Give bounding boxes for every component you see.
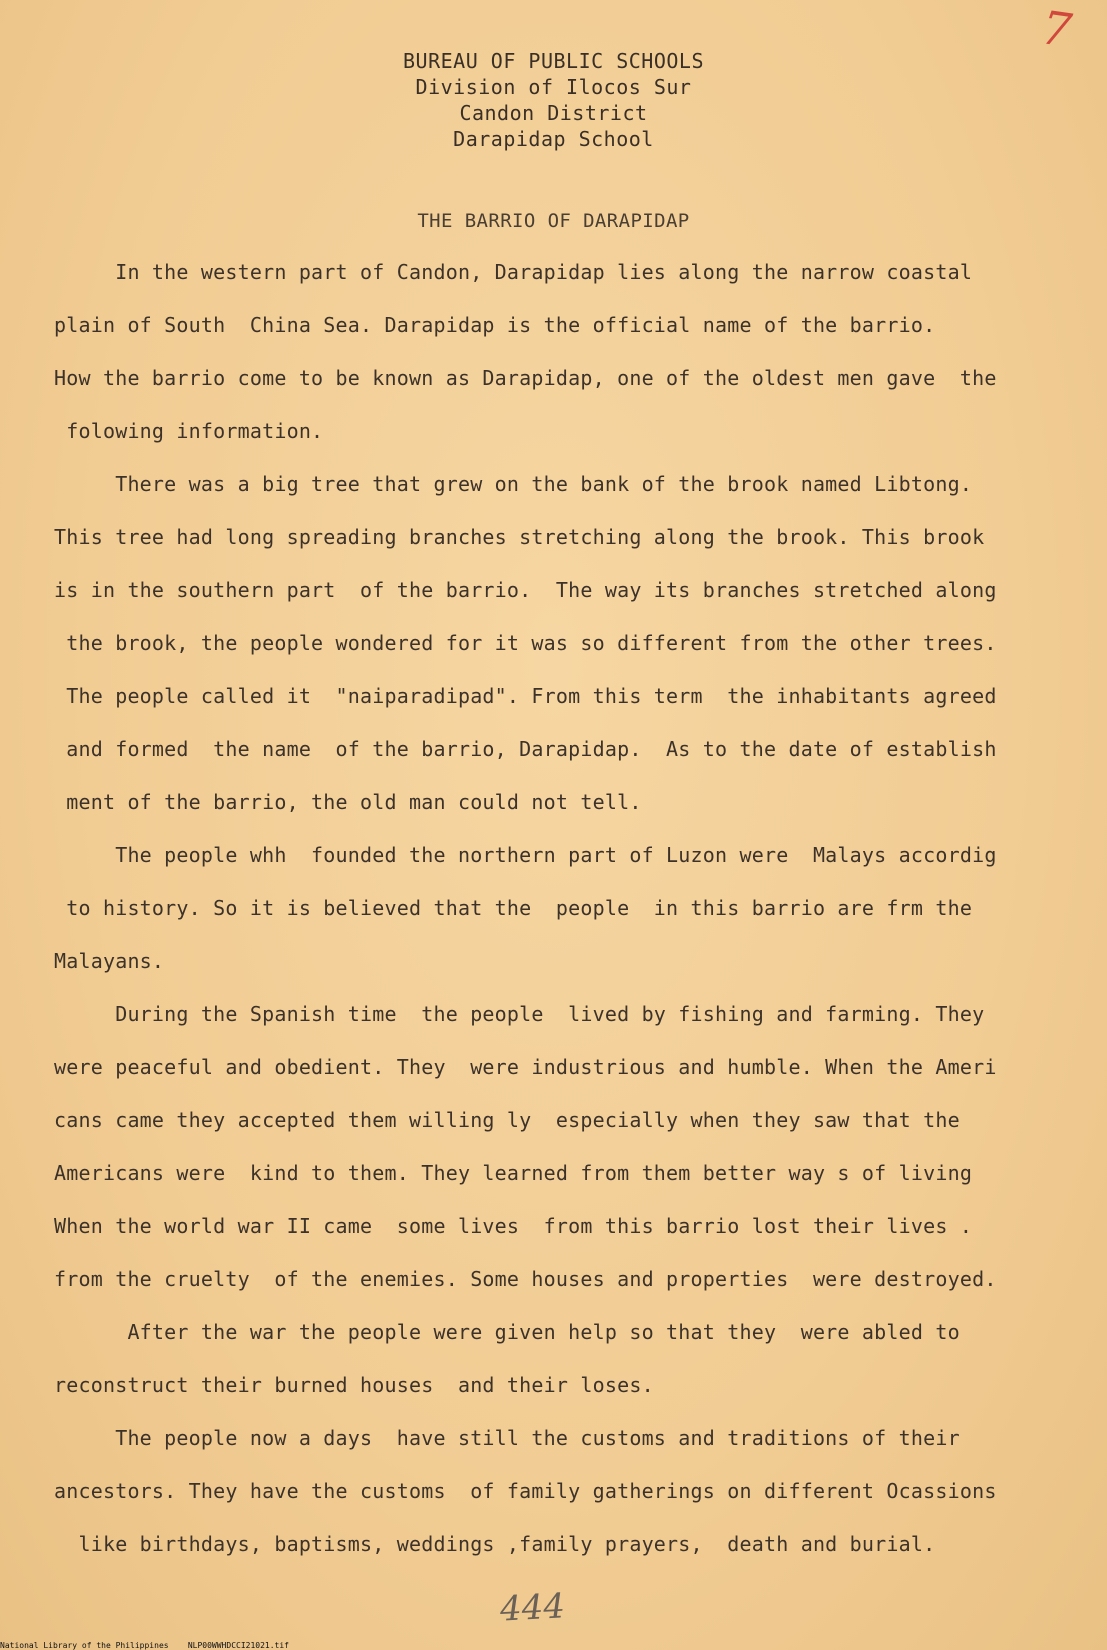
text-line: to history. So it is believed that the people in this barrio are frm the <box>54 896 973 920</box>
text-line: The people called it "naiparadipad". From this term the inhabitants agreed <box>54 684 997 708</box>
text-line: During the Spanish time the people lived by fishing and farming. They <box>54 1002 985 1026</box>
header-school: Darapidap School <box>453 127 654 151</box>
text-line: When the world war II came some lives from this barrio lost their lives . <box>54 1214 973 1238</box>
header-division: Division of Ilocos Sur <box>415 75 692 99</box>
text-line: folowing information. <box>54 419 324 443</box>
letterhead <box>0 48 1107 152</box>
text-line: How the barrio come to be known as Darapidap, one of the oldest men gave the <box>54 366 997 390</box>
text-line: The people whh founded the northern part of Luzon were Malays accordig <box>54 843 997 867</box>
handwritten-page-number: 444 <box>498 1586 566 1630</box>
text-line: like birthdays, baptisms, weddings ,family prayers, death and burial. <box>54 1532 936 1556</box>
text-line: is in the southern part of the barrio. The way its branches stretched along <box>54 578 997 602</box>
text-line: ancestors. They have the customs of family gatherings on different Ocassions <box>54 1479 997 1503</box>
header-bureau: BUREAU OF PUBLIC SCHOOLS <box>403 49 704 73</box>
body-text <box>54 258 1054 1583</box>
text-line: the brook, the people wondered for it was so different from the other trees. <box>54 631 997 655</box>
header-district: Candon District <box>459 101 648 125</box>
text-line: cans came they accepted them willing ly especially when they saw that the <box>54 1108 960 1132</box>
page-number-mark: 7 <box>1038 0 1075 58</box>
text-line: Americans were kind to them. They learned from them better way s of living <box>54 1161 973 1185</box>
text-line: In the western part of Candon, Darapidap lies along the narrow coastal <box>54 260 973 284</box>
text-line: After the war the people were given help so that they were abled to <box>54 1320 960 1344</box>
text-line: reconstruct their burned houses and their loses. <box>54 1373 654 1397</box>
text-line: This tree had long spreading branches stretching along the brook. This brook <box>54 525 985 549</box>
text-line: There was a big tree that grew on the bank of the brook named Libtong. <box>54 472 973 496</box>
text-line: ment of the barrio, the old man could not tell. <box>54 790 642 814</box>
archive-footer: National Library of the Philippines NLP00WWHDCCI21021.tif <box>0 1641 289 1650</box>
text-line: Malayans. <box>54 949 165 973</box>
text-line: plain of South China Sea. Darapidap is the official name of the barrio. <box>54 313 936 337</box>
document-title: THE BARRIO OF DARAPIDAP <box>417 210 690 232</box>
text-line: and formed the name of the barrio, Darapidap. As to the date of establish <box>54 737 997 761</box>
text-line: were peaceful and obedient. They were industrious and humble. When the Ameri <box>54 1055 997 1079</box>
text-line: from the cruelty of the enemies. Some houses and properties were destroyed. <box>54 1267 997 1291</box>
text-line: The people now a days have still the customs and traditions of their <box>54 1426 960 1450</box>
